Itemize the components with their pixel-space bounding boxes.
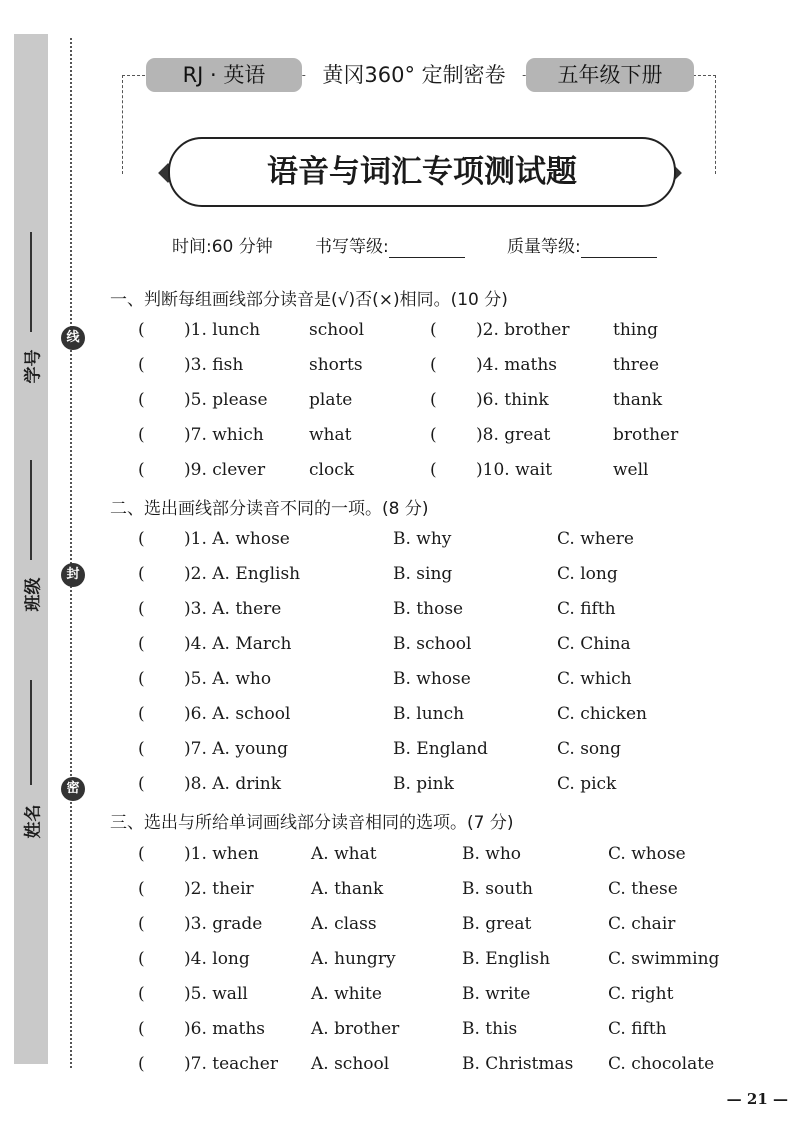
s3-given-word: )7. teacher xyxy=(184,1054,278,1074)
s3-option-b: B. English xyxy=(462,949,551,969)
cut-line xyxy=(70,38,72,1068)
s3-given-word: )3. grade xyxy=(184,914,263,934)
name-line xyxy=(30,680,32,785)
s3-option-a: A. brother xyxy=(311,1019,400,1039)
s1-item-compare: well xyxy=(613,460,649,480)
s3-option-c: C. fifth xyxy=(608,1019,667,1039)
s1-item-word: )6. think xyxy=(476,390,549,410)
answer-paren[interactable]: ( xyxy=(430,425,437,445)
s1-item-word: )5. please xyxy=(184,390,268,410)
s3-option-b: B. Christmas xyxy=(462,1054,574,1074)
s3-option-b: B. write xyxy=(462,984,531,1004)
s2-option-b: B. pink xyxy=(393,774,454,794)
s2-option-b: B. lunch xyxy=(393,704,465,724)
answer-paren[interactable]: ( xyxy=(138,460,145,480)
seal-seal-mark: 封 xyxy=(61,563,85,587)
answer-paren[interactable]: ( xyxy=(138,320,145,340)
answer-paren[interactable]: ( xyxy=(138,1019,145,1039)
class-label: 班级 xyxy=(23,577,44,612)
s3-option-c: C. swimming xyxy=(608,949,720,969)
answer-paren[interactable]: ( xyxy=(138,599,145,619)
grade-badge: 五年级下册 xyxy=(526,58,694,92)
answer-paren[interactable]: ( xyxy=(430,320,437,340)
answer-paren[interactable]: ( xyxy=(138,739,145,759)
s2-option-a: )1. A. whose xyxy=(184,529,290,549)
s1-item-compare: clock xyxy=(309,460,355,480)
quality-grade xyxy=(507,232,657,258)
s2-option-c: C. fifth xyxy=(557,599,616,619)
s3-option-a: A. what xyxy=(311,844,377,864)
s1-item-word: )2. brother xyxy=(476,320,570,340)
answer-paren[interactable]: ( xyxy=(138,774,145,794)
s3-option-b: B. this xyxy=(462,1019,518,1039)
section2-title: 二、选出画线部分读音不同的一项。(8 分) xyxy=(110,499,429,519)
s2-option-c: C. long xyxy=(557,564,618,584)
s2-option-a: )5. A. who xyxy=(184,669,272,689)
s1-item-compare: three xyxy=(613,355,660,375)
s3-option-c: C. right xyxy=(608,984,674,1004)
s1-item-compare: brother xyxy=(613,425,679,445)
s1-item-compare: thank xyxy=(613,390,663,410)
s2-option-b: B. school xyxy=(393,634,472,654)
s2-option-b: B. England xyxy=(393,739,488,759)
seal-line-mark: 线 xyxy=(61,326,85,350)
s1-item-word: )1. lunch xyxy=(184,320,261,340)
s2-option-a: )4. A. March xyxy=(184,634,292,654)
subject-badge: RJ · 英语 xyxy=(146,58,302,92)
s3-option-b: B. great xyxy=(462,914,532,934)
s2-option-b: B. sing xyxy=(393,564,453,584)
answer-paren[interactable]: ( xyxy=(138,1054,145,1074)
page-number: — 21 — xyxy=(726,1090,788,1108)
s3-option-a: A. thank xyxy=(311,879,384,899)
s2-option-a: )6. A. school xyxy=(184,704,291,724)
seal-secret-mark: 密 xyxy=(61,777,85,801)
answer-paren[interactable]: ( xyxy=(430,460,437,480)
s1-item-compare: shorts xyxy=(309,355,363,375)
s3-option-a: A. white xyxy=(311,984,382,1004)
s3-option-b: B. who xyxy=(462,844,522,864)
answer-paren[interactable]: ( xyxy=(138,564,145,584)
s1-item-compare: thing xyxy=(613,320,659,340)
answer-paren[interactable]: ( xyxy=(138,529,145,549)
s3-given-word: )4. long xyxy=(184,949,250,969)
s2-option-a: )7. A. young xyxy=(184,739,288,759)
answer-paren[interactable]: ( xyxy=(138,879,145,899)
s1-item-compare: plate xyxy=(309,390,353,410)
answer-paren[interactable]: ( xyxy=(138,669,145,689)
quality-grade-label: 质量等级: xyxy=(507,237,581,257)
s2-option-a: )3. A. there xyxy=(184,599,282,619)
s3-option-c: C. these xyxy=(608,879,678,899)
class-line xyxy=(30,460,32,560)
s1-item-word: )9. clever xyxy=(184,460,266,480)
s1-item-word: )4. maths xyxy=(476,355,558,375)
answer-paren[interactable]: ( xyxy=(138,949,145,969)
s2-option-b: B. whose xyxy=(393,669,471,689)
answer-paren[interactable]: ( xyxy=(138,634,145,654)
s2-option-a: )2. A. English xyxy=(184,564,301,584)
answer-paren[interactable]: ( xyxy=(138,425,145,445)
s1-item-compare: school xyxy=(309,320,365,340)
s2-option-b: B. those xyxy=(393,599,464,619)
s3-option-c: C. chair xyxy=(608,914,676,934)
s2-option-a: )8. A. drink xyxy=(184,774,282,794)
quality-grade-blank[interactable] xyxy=(581,237,657,258)
s1-item-compare: what xyxy=(309,425,352,445)
s2-option-c: C. where xyxy=(557,529,634,549)
student-id-label: 学号 xyxy=(23,349,44,384)
answer-paren[interactable]: ( xyxy=(138,390,145,410)
writing-grade xyxy=(315,232,465,258)
page-title: 语音与词汇专项测试题 xyxy=(168,137,676,207)
s3-option-a: A. school xyxy=(311,1054,390,1074)
s2-option-c: C. China xyxy=(557,634,631,654)
section3-title: 三、选出与所给单词画线部分读音相同的选项。(7 分) xyxy=(110,813,514,833)
s3-option-b: B. south xyxy=(462,879,533,899)
answer-paren[interactable]: ( xyxy=(138,704,145,724)
s2-option-c: C. pick xyxy=(557,774,617,794)
s1-item-word: )7. which xyxy=(184,425,264,445)
s3-given-word: )1. when xyxy=(184,844,259,864)
s3-option-a: A. hungry xyxy=(311,949,396,969)
s1-item-word: )3. fish xyxy=(184,355,244,375)
name-label: 姓名 xyxy=(23,804,44,839)
s3-given-word: )5. wall xyxy=(184,984,248,1004)
answer-paren[interactable]: ( xyxy=(430,355,437,375)
s2-option-c: C. which xyxy=(557,669,632,689)
student-id-line xyxy=(30,232,32,332)
answer-paren[interactable]: ( xyxy=(138,984,145,1004)
s2-option-c: C. song xyxy=(557,739,621,759)
section1-title: 一、判断每组画线部分读音是(√)否(×)相同。(10 分) xyxy=(110,290,508,310)
answer-paren[interactable]: ( xyxy=(138,914,145,934)
s1-item-word: )10. wait xyxy=(476,460,553,480)
s3-option-a: A. class xyxy=(311,914,377,934)
answer-paren[interactable]: ( xyxy=(138,355,145,375)
s2-option-c: C. chicken xyxy=(557,704,647,724)
s3-option-c: C. chocolate xyxy=(608,1054,715,1074)
s3-option-c: C. whose xyxy=(608,844,686,864)
series-name: 黄冈360° 定制密卷 xyxy=(306,58,522,92)
s1-item-word: )8. great xyxy=(476,425,551,445)
time-limit: 时间:60 分钟 xyxy=(172,237,273,257)
writing-grade-blank[interactable] xyxy=(389,237,465,258)
answer-paren[interactable]: ( xyxy=(138,844,145,864)
writing-grade-label: 书写等级: xyxy=(315,237,389,257)
answer-paren[interactable]: ( xyxy=(430,390,437,410)
s3-given-word: )2. their xyxy=(184,879,254,899)
s2-option-b: B. why xyxy=(393,529,452,549)
s3-given-word: )6. maths xyxy=(184,1019,266,1039)
